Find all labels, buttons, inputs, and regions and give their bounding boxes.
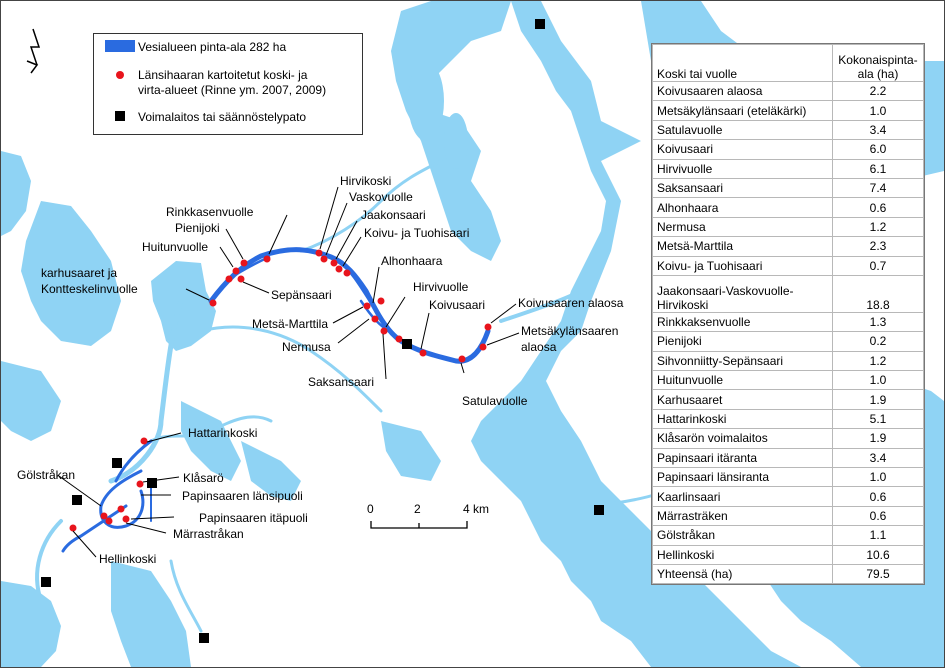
table-row: [653, 312, 924, 331]
table-cell-name: Hirvivuolle: [653, 159, 833, 178]
table-cell-area: 79.5: [833, 564, 924, 583]
table-row: [653, 545, 924, 564]
label-hattarinkoski: Hattarinkoski: [188, 426, 258, 440]
table-cell-area: 6.1: [833, 159, 924, 178]
table-cell-name: Kaarlinsaari: [653, 487, 833, 506]
rapids-area-table: [651, 43, 925, 585]
label-papinsaaren-itapuoli: Papinsaaren itäpuoli: [199, 511, 308, 525]
table-row: [653, 371, 924, 390]
table-row: [653, 448, 924, 467]
table-cell-area: 7.4: [833, 178, 924, 197]
table-cell-name: Koivusaaren alaosa: [653, 82, 833, 101]
label-koivusaari: Koivusaari: [429, 298, 486, 312]
label-hirvivuolle: Hirvivuolle: [413, 280, 469, 294]
legend-rapids-label-2: virta-alueet (Rinne ym. 2007, 2009): [138, 83, 327, 97]
table-cell-area: 1.0: [833, 371, 924, 390]
table-row: [653, 332, 924, 351]
table-row: [653, 237, 924, 256]
table-header-area: Kokonaispinta- ala (ha): [833, 45, 924, 82]
table-cell-name: Klåsarön voimalaitos: [653, 429, 833, 448]
table-cell-name: Koivusaari: [653, 140, 833, 159]
label-alhonhaara: Alhonhaara: [381, 254, 443, 268]
table-cell-area: 1.3: [833, 312, 924, 331]
table-cell-name: Sihvonniitty-Sepänsaari: [653, 351, 833, 370]
table-cell-area: 3.4: [833, 448, 924, 467]
label-jaakonsaari: Jaakonsaari: [361, 208, 426, 222]
legend-item-plant: [102, 110, 306, 125]
label-marrastrakan: Märrastråkan: [173, 527, 244, 541]
table-cell-area: 1.2: [833, 351, 924, 370]
label-klasaro: Klåsarö: [183, 471, 224, 485]
table-row: [653, 429, 924, 448]
table-cell-area: 0.7: [833, 256, 924, 275]
table-cell-name: Pienijoki: [653, 332, 833, 351]
power-plant-square-icon: [115, 111, 125, 121]
legend-plant-label: Voimalaitos tai säännöstelypato: [138, 110, 307, 124]
table-cell-area: 2.3: [833, 237, 924, 256]
rapids-dot-icon: [116, 71, 124, 79]
table-cell-name: Hellinkoski: [653, 545, 833, 564]
table-cell-area: 1.0: [833, 468, 924, 487]
table-cell-name: Nermusa: [653, 217, 833, 236]
label-rinkkasenvuolle: Rinkkasenvuolle: [166, 205, 254, 219]
scale-label-2: 2: [414, 502, 421, 516]
table-cell-name: Metsä-Marttila: [653, 237, 833, 256]
table-cell-name: Alhonhaara: [653, 198, 833, 217]
table-cell-area: 1.1: [833, 526, 924, 545]
legend-item-water: [102, 40, 286, 55]
table-cell-name: Hattarinkoski: [653, 409, 833, 428]
table-row: [653, 140, 924, 159]
label-vaskovuolle: Vaskovuolle: [349, 190, 413, 204]
table-cell-name: Papinsaari itäranta: [653, 448, 833, 467]
table-cell-area: 6.0: [833, 140, 924, 159]
table-row: [653, 256, 924, 275]
table-cell-area: 1.2: [833, 217, 924, 236]
label-saksansaari: Saksansaari: [308, 375, 375, 389]
table-cell-area: 0.6: [833, 487, 924, 506]
table-cell-area: 1.9: [833, 429, 924, 448]
label-metsakylan-1: Metsäkylänsaaren: [521, 324, 619, 338]
table-cell-area: 18.8: [833, 275, 924, 312]
table-cell-area: 5.1: [833, 409, 924, 428]
table-row: [653, 409, 924, 428]
label-papinsaaren-lansipuoli: Papinsaaren länsipuoli: [182, 489, 303, 503]
table-row: [653, 159, 924, 178]
table-cell-name: Papinsaari länsiranta: [653, 468, 833, 487]
label-karhusaaret-2: Kontteskelinvuolle: [41, 282, 138, 296]
table-row: [653, 351, 924, 370]
table-cell-name: Koivu- ja Tuohisaari: [653, 256, 833, 275]
scale-bar: [367, 502, 489, 528]
table-cell-name: Märrasträken: [653, 506, 833, 525]
label-metsa-marttila: Metsä-Marttila: [252, 317, 329, 331]
label-huitunvuolle: Huitunvuolle: [142, 240, 209, 254]
table-cell-name: Yhteensä (ha): [653, 564, 833, 583]
table-row: [653, 120, 924, 139]
label-koivusaaren-alaosa: Koivusaaren alaosa: [518, 296, 624, 310]
table-cell-area: 1.0: [833, 101, 924, 120]
label-pienijoki: Pienijoki: [175, 221, 220, 235]
table-row: [653, 468, 924, 487]
label-hirvikoski: Hirvikoski: [340, 174, 392, 188]
table-cell-area: 0.2: [833, 332, 924, 351]
table-row: [653, 178, 924, 197]
table-row: [653, 217, 924, 236]
table-row: [653, 82, 924, 101]
table-cell-area: 0.6: [833, 506, 924, 525]
table-cell-name: Karhusaaret: [653, 390, 833, 409]
table-cell-area: 0.6: [833, 198, 924, 217]
table-cell-area: 2.2: [833, 82, 924, 101]
legend-item-rapids: [102, 68, 326, 98]
table-row: [653, 564, 924, 583]
table-row: [653, 198, 924, 217]
scale-label-0: 0: [367, 502, 374, 516]
label-nermusa: Nermusa: [282, 340, 331, 354]
legend-water-label: Vesialueen pinta-ala 282 ha: [138, 40, 287, 54]
table-row: [653, 526, 924, 545]
table-cell-name: Satulavuolle: [653, 120, 833, 139]
label-hellinkoski: Hellinkoski: [99, 552, 157, 566]
north-arrow-icon: [27, 29, 39, 73]
label-satulavuolle: Satulavuolle: [462, 394, 528, 408]
table-row: [653, 275, 924, 312]
table-cell-name: Gölstråkan: [653, 526, 833, 545]
table-cell-name: Metsäkylänsaari (eteläkärki): [653, 101, 833, 120]
table-row: [653, 101, 924, 120]
label-sepansaari: Sepänsaari: [271, 288, 332, 302]
label-koivu-tuohisaari: Koivu- ja Tuohisaari: [364, 226, 470, 240]
table-cell-name: Rinkkaksenvuolle: [653, 312, 833, 331]
table-row: [653, 390, 924, 409]
scale-label-4: 4 km: [463, 502, 490, 516]
table-cell-name: Huitunvuolle: [653, 371, 833, 390]
table-row: [653, 487, 924, 506]
label-karhusaaret-1: karhusaaret ja: [41, 266, 118, 280]
table-cell-name: Saksansaari: [653, 178, 833, 197]
map-legend: [93, 33, 363, 135]
table-cell-area: 1.9: [833, 390, 924, 409]
legend-rapids-label-1: Länsihaaran kartoitetut koski- ja: [138, 68, 308, 82]
label-golstrakan: Gölstråkan: [17, 468, 76, 482]
table-header-name: Koski tai vuolle: [653, 45, 833, 82]
table-cell-area: 10.6: [833, 545, 924, 564]
label-metsakylan-2: alaosa: [521, 340, 557, 354]
water-swatch-icon: [105, 40, 135, 52]
table-cell-name: Jaakonsaari-Vaskovuolle- Hirvikoski: [653, 275, 833, 312]
table-cell-area: 3.4: [833, 120, 924, 139]
table-row: [653, 506, 924, 525]
